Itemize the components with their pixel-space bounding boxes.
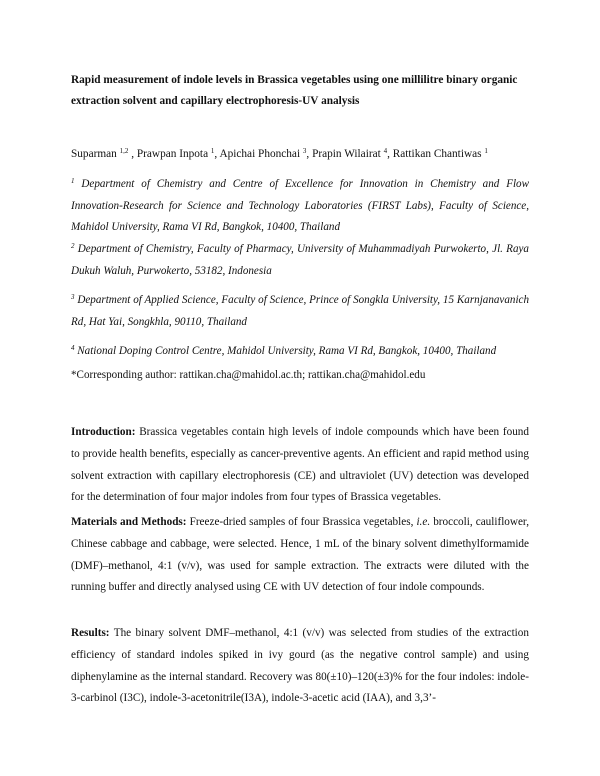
introduction-paragraph bbox=[71, 422, 529, 509]
affiliation-number: 2 bbox=[71, 242, 75, 250]
author-affiliation-mark: 1 bbox=[210, 147, 215, 155]
author-name: Suparman bbox=[71, 148, 117, 160]
author-separator: , bbox=[387, 148, 393, 160]
paper-title: Rapid measurement of indole levels in Brassica vegetables using one millilitre binary organic extraction solvent and capillary electrophoresis-UV analysis bbox=[71, 74, 518, 107]
author-affiliation-mark: 1,2 bbox=[119, 147, 129, 155]
affiliation-text: Department of Chemistry and Centre of Excellence for Innovation in Chemistry and Flow Innovation-Research for Science and Technology Laboratories (FIRST Labs), Faculty of Science, Mahidol University, Rama VI Rd, Bangkok, 10400, Thailand bbox=[71, 178, 529, 233]
corresponding-author: *Corresponding author: rattikan.cha@mahidol.ac.th; rattikan.cha@mahidol.edu bbox=[71, 369, 426, 381]
author-name: Prapin Wilairat bbox=[312, 148, 381, 160]
methods-text-continued: broccoli, cauliflower, Chinese cabbage and cabbage, were selected. Hence, 1 mL of the binary solvent dimethylformamide (DMF)–methanol, 4:1 (v/v), was used for sample extraction. The extracts were diluted with the running buffer and directly analysed using CE with UV detection of four indole compounds. bbox=[71, 516, 530, 594]
affiliation-text: Department of Applied Science, Faculty of Science, Prince of Songkla University, 15 Karnjanavanich Rd, Hat Yai, Songkhla, 90110, Thailand bbox=[71, 294, 529, 328]
affiliation-number: 4 bbox=[71, 344, 75, 352]
methods-text: Freeze-dried samples of four Brassica vegetables, bbox=[189, 516, 414, 528]
author-separator: , bbox=[306, 148, 313, 160]
introduction-text: Brassica vegetables contain high levels of indole compounds which have been found to provide health benefits, especially as cancer-preventive agents. An efficient and rapid method using solvent extraction with capillary electrophoresis (CE) and ultraviolet (UV) detection was developed for the determination of four major indoles from four types of Brassica vegetables. bbox=[71, 426, 529, 504]
methods-ie: i.e. bbox=[416, 516, 431, 528]
affiliation-2 bbox=[71, 239, 529, 282]
author-name: Prawpan Inpota bbox=[136, 148, 209, 160]
affiliation-text: National Doping Control Centre, Mahidol University, Rama VI Rd, Bangkok, 10400, Thailand bbox=[77, 345, 497, 357]
methods-heading: Materials and Methods: bbox=[71, 516, 187, 528]
affiliation-1 bbox=[71, 174, 529, 239]
author-affiliation-mark: 1 bbox=[484, 147, 488, 155]
affiliation-4 bbox=[71, 341, 529, 363]
author-name: Rattikan Chantiwas bbox=[392, 148, 482, 160]
affiliation-text: Department of Chemistry, Faculty of Pharmacy, University of Muhammadiyah Purwokerto, Jl. Raya Dukuh Waluh, Purwokerto, 53182, Indonesia bbox=[71, 243, 529, 277]
results-heading: Results: bbox=[71, 627, 110, 639]
introduction-heading: Introduction: bbox=[71, 426, 136, 438]
author-affiliation-mark: 3 bbox=[302, 147, 307, 155]
results-text: The binary solvent DMF–methanol, 4:1 (v/v) was selected from studies of the extraction efficiency of standard indoles spiked in ivy gourd (as the negative control sample) and using diphenylamine as the internal standard. Recovery was 80(±10)–120(±3)% for the four indoles: indole-3-carbinol (I3C), indole-3-acetonitrile(I3A), indole-3-acetic acid (IAA), and 3,3’- bbox=[71, 627, 529, 705]
results-paragraph bbox=[71, 623, 529, 710]
author-separator: , bbox=[128, 148, 137, 160]
affiliation-3 bbox=[71, 290, 529, 333]
affiliation-number: 1 bbox=[71, 177, 75, 185]
author-name: Apichai Phonchai bbox=[219, 148, 301, 160]
methods-paragraph bbox=[71, 512, 529, 599]
author-list bbox=[71, 146, 529, 162]
author-separator: , bbox=[214, 148, 220, 160]
affiliation-number: 3 bbox=[71, 293, 75, 301]
author-affiliation-mark: 4 bbox=[383, 147, 388, 155]
